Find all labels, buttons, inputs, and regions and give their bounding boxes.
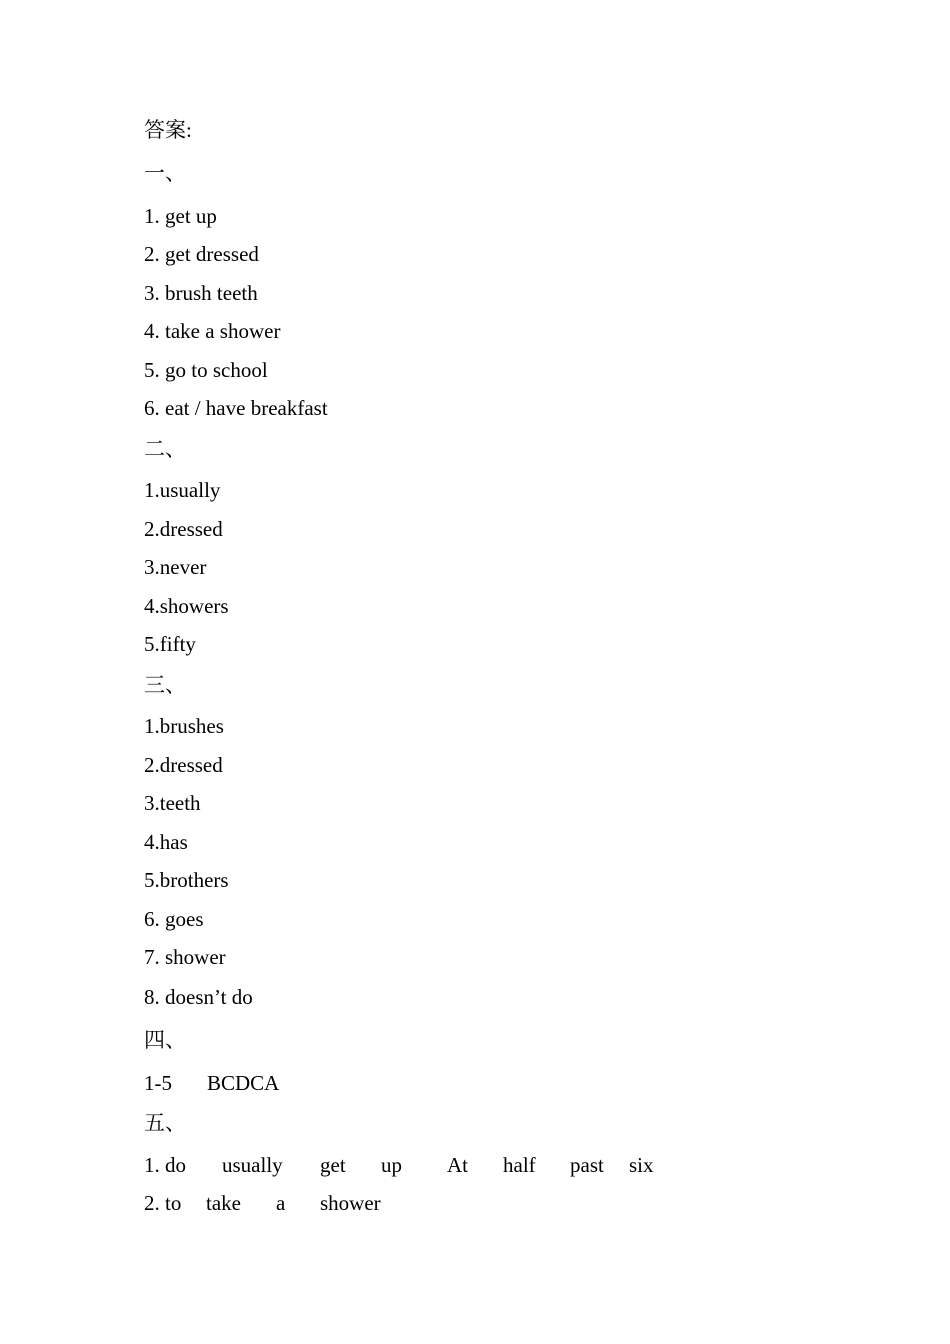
- section-5-row-1-word-7: past: [570, 1153, 604, 1177]
- section-1-item-1: 1. get up: [144, 204, 217, 228]
- section-5-row-1-word-6: half: [503, 1153, 536, 1177]
- section-5-row-1-word-4: up: [381, 1153, 402, 1177]
- section-2-item-3: 3.never: [144, 555, 207, 579]
- section-2-item-1: 1.usually: [144, 478, 221, 502]
- section-1-item-4: 4. take a shower: [144, 319, 281, 343]
- section-5-heading: 五、: [144, 1111, 186, 1135]
- section-3-item-7: 7. shower: [144, 945, 226, 969]
- section-3-heading: 三、: [144, 673, 186, 697]
- section-4-range: 1-5: [144, 1071, 172, 1095]
- section-2-item-4: 4.showers: [144, 594, 229, 618]
- section-5-row-1-word-1: 1. do: [144, 1153, 186, 1177]
- section-2-item-2: 2.dressed: [144, 517, 223, 541]
- section-5-row-1-word-2: usually: [222, 1153, 283, 1177]
- section-3-item-5: 5.brothers: [144, 868, 229, 892]
- section-3-item-1: 1.brushes: [144, 714, 224, 738]
- page-title: 答案:: [144, 118, 192, 142]
- section-1-item-6: 6. eat / have breakfast: [144, 396, 328, 420]
- section-3-item-2: 2.dressed: [144, 753, 223, 777]
- section-3-item-6: 6. goes: [144, 907, 204, 931]
- section-3-item-4: 4.has: [144, 830, 188, 854]
- section-1-item-3: 3. brush teeth: [144, 281, 258, 305]
- section-5-row-1-word-8: six: [629, 1153, 654, 1177]
- section-5-row-1-word-3: get: [320, 1153, 346, 1177]
- section-5-row-2-word-3: a: [276, 1191, 286, 1215]
- section-1-heading: 一、: [144, 161, 186, 185]
- section-3-item-3: 3.teeth: [144, 791, 201, 815]
- section-3-item-8: 8. doesn’t do: [144, 985, 253, 1009]
- section-1-item-2: 2. get dressed: [144, 242, 259, 266]
- section-2-item-5: 5.fifty: [144, 632, 196, 656]
- section-1-item-5: 5. go to school: [144, 358, 268, 382]
- section-5-row-2-word-1: 2. to: [144, 1191, 182, 1215]
- section-2-heading: 二、: [144, 437, 186, 461]
- section-5-row-2-word-2: take: [206, 1191, 241, 1215]
- section-4-heading: 四、: [144, 1028, 186, 1052]
- section-4-answers: BCDCA: [207, 1071, 280, 1095]
- section-5-row-2-word-4: shower: [320, 1191, 381, 1215]
- section-5-row-1-word-5: At: [447, 1153, 468, 1177]
